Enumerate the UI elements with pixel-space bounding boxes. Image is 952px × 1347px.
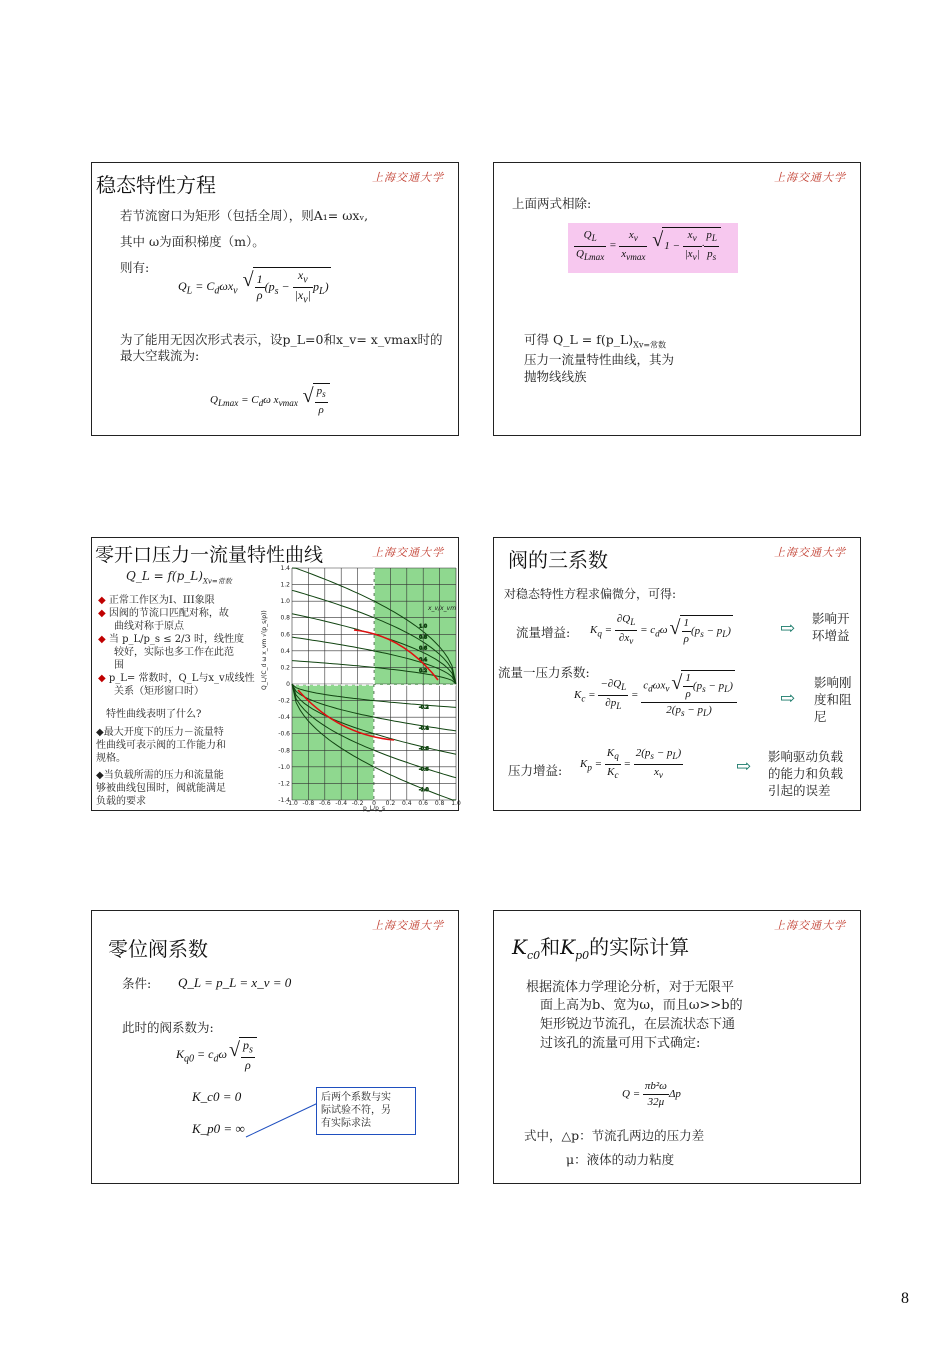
question-text: 特性曲线表明了什么? bbox=[106, 709, 202, 720]
university-logo: 上海交通大学 bbox=[774, 919, 846, 932]
bullet-item: 关系（矩形窗口时） bbox=[114, 686, 204, 697]
curve-label: 0.4 bbox=[419, 656, 428, 663]
bullet-item: 曲线对称于原点 bbox=[114, 621, 184, 632]
curve-label: 0.8 bbox=[419, 634, 428, 641]
legend-label: x_v/x_vm bbox=[428, 605, 457, 612]
kp0-equation: K_p0 = ∞ bbox=[192, 1121, 245, 1136]
y-tick-label: 0.4 bbox=[280, 647, 290, 655]
university-logo: 上海交通大学 bbox=[774, 171, 846, 184]
bullet-item: ◆ 因阀的节流口匹配对称，故 bbox=[98, 608, 229, 619]
y-tick-label: 0 bbox=[286, 681, 290, 688]
y-tick-label: -0.8 bbox=[278, 747, 290, 755]
slide-title: 稳态特性方程 bbox=[96, 173, 216, 197]
text-line: 过该孔的流量可用下式确定: bbox=[540, 1036, 701, 1051]
slide-three-coefficients bbox=[493, 537, 861, 811]
text-line: 最大空载流为: bbox=[120, 348, 200, 363]
y-tick-label: -1.2 bbox=[278, 780, 290, 788]
arrow-icon: ⇨ bbox=[736, 756, 752, 777]
conclusion-text: ◆最大开度下的压力－流量特 bbox=[96, 727, 224, 738]
slide-title: 阀的三系数 bbox=[508, 548, 608, 572]
function-equation: Q_L = $f(p\_L)_{Xv=常数}$ bbox=[126, 569, 232, 586]
curve-label: -0.8 bbox=[419, 766, 429, 773]
text-line: 若节流窗口为矩形（包括全周），则A₁= ωxᵥ, bbox=[120, 208, 369, 223]
y-tick-label: -0.6 bbox=[278, 730, 290, 738]
flow-gain-equation: $K_q$ = $\frac{\partial Q_L}{\partial x_v}$ = $c_d\omega$ √ $\frac{1}{\rho}$ $(p_s - p_L)$ bbox=[590, 612, 733, 649]
slide-zero-lap-pq-curve bbox=[91, 537, 459, 811]
x-tick-label: 1.0 bbox=[451, 800, 461, 807]
university-logo: 上海交通大学 bbox=[372, 546, 444, 559]
y-tick-label: -0.2 bbox=[278, 697, 290, 705]
conclusion-text: 负载的要求 bbox=[96, 796, 146, 807]
arrow-icon: ⇨ bbox=[780, 618, 796, 639]
university-logo: 上海交通大学 bbox=[372, 171, 444, 184]
y-tick-label: 1.0 bbox=[280, 598, 290, 606]
curve-label: 1.0 bbox=[419, 623, 428, 630]
pq-curve-chart bbox=[258, 560, 461, 812]
y-tick-label: -1.0 bbox=[278, 763, 290, 771]
flow-formula: Q = $\frac{\text{πb²ω}}{32\mu}$ Δp bbox=[622, 1080, 681, 1108]
kc0-equation: K_c0 = 0 bbox=[192, 1089, 242, 1104]
y-tick-label: -1.4 bbox=[278, 797, 290, 804]
y-tick-label: 1.2 bbox=[280, 581, 290, 589]
x-axis-label: p_L/p_s bbox=[363, 805, 386, 812]
x-tick-label: 0.2 bbox=[385, 800, 396, 807]
university-logo: 上海交通大学 bbox=[774, 546, 846, 559]
text-line: 上面两式相除: bbox=[512, 196, 592, 211]
effect-text: 度和阻 bbox=[814, 692, 852, 707]
y-tick-label: 0.2 bbox=[280, 664, 290, 672]
conclusion-text: ◆当负载所需的压力和流量能 bbox=[96, 770, 224, 781]
y-axis-label: Q_L/(C_d ω x_vm √(p_s/ρ)) bbox=[261, 610, 268, 690]
ratio-equation: $\frac{Q_L}{Q_{Lmax}}$ = $\frac{x_v}{x_{vmax}}$ √ 1 − $\frac{x_v}{|x_v|}$ · $\frac{p_L}{p_s}$ bbox=[574, 227, 721, 265]
bullet-item: ◆ p_L= 常数时，Q_L与x_v成线性 bbox=[98, 673, 255, 684]
condition-label: 条件: bbox=[122, 976, 152, 991]
curve-label: 0.2 bbox=[419, 667, 428, 674]
text-line: 面上高为b、宽为ω，而且ω>>b的 bbox=[540, 998, 743, 1013]
text-line: 为了能用无因次形式表示，设p_L=0和x_v= x_vmax时的 bbox=[120, 332, 443, 347]
x-tick-label: -0.6 bbox=[318, 800, 331, 807]
slide-ratio-equation bbox=[493, 162, 861, 436]
page-number: 8 bbox=[901, 1290, 909, 1307]
text-line: 则有: bbox=[120, 260, 150, 275]
note-text: 有实际求法 bbox=[321, 1118, 371, 1129]
note-box bbox=[316, 1087, 416, 1135]
x-tick-label: -1.0 bbox=[286, 800, 298, 807]
curve-label: -0.2 bbox=[419, 704, 429, 711]
slide-practical-calculation bbox=[493, 910, 861, 1184]
coefficient-label: 压力增益: bbox=[508, 763, 563, 778]
y-tick-label: 0.8 bbox=[280, 614, 290, 622]
bullet-item: 围 bbox=[114, 660, 124, 671]
x-tick-label: -0.8 bbox=[302, 800, 315, 807]
slide-title: 零开口压力一流量特性曲线 bbox=[95, 544, 324, 566]
effect-text: 引起的误差 bbox=[768, 783, 831, 798]
bullet-item: ◆ 当 p_L/p_s ≤ 2/3 时，线性度 bbox=[98, 634, 245, 645]
bullet-item: ◆ 正常工作区为I、III象限 bbox=[98, 595, 215, 606]
text-line: μ：液体的动力粘度 bbox=[566, 1152, 675, 1167]
x-tick-label: 0 bbox=[372, 800, 376, 807]
x-tick-label: 0.4 bbox=[402, 800, 412, 807]
university-logo: 上海交通大学 bbox=[372, 919, 444, 932]
text-line: 对稳态特性方程求偏微分，可得: bbox=[504, 587, 677, 601]
effect-text: 尼 bbox=[814, 709, 827, 724]
callout-line bbox=[242, 1101, 322, 1141]
x-tick-label: -0.2 bbox=[351, 800, 364, 807]
note-text: 际试验不符，另 bbox=[321, 1105, 391, 1116]
x-tick-label: 0.6 bbox=[418, 800, 428, 807]
condition-equation: Q_L = p_L = x_v = 0 bbox=[178, 975, 292, 990]
effect-text: 影响驱动负载 bbox=[768, 749, 844, 764]
text-line: 其中 ω为面积梯度（m）。 bbox=[120, 234, 265, 249]
coefficient-label: 流量增益: bbox=[516, 625, 571, 640]
coefficient-label: 流量一压力系数: bbox=[498, 665, 590, 680]
curve-label: -0.4 bbox=[419, 725, 429, 732]
flow-equation: $Q_L = C_d\omega x_v$ √ $\frac{1}{\rho}$ ($p_s$ − $\frac{x_v}{|x_v|}$ $p_L$) bbox=[178, 267, 331, 308]
text-line: 可得 Q_L = $f(p\_L)_{Xv=常数}$ bbox=[524, 332, 667, 350]
arrow-icon: ⇨ bbox=[780, 688, 796, 709]
note-text: 后两个系数与实 bbox=[321, 1092, 391, 1103]
conclusion-text: 够被曲线包围时，阀就能满足 bbox=[96, 783, 226, 794]
flow-pressure-equation: $K_c$ = $\frac{-\partial Q_L}{\partial p_L}$ = $c_d\omega x_v$ √ $\frac{1}{\rho}$ $(p_s - p_L)$ $2(p_s - p_L)$ bbox=[574, 670, 737, 721]
effect-text: 环增益 bbox=[812, 628, 850, 643]
text-line: 此时的阀系数为: bbox=[122, 1020, 214, 1035]
x-tick-label: -0.4 bbox=[335, 800, 348, 807]
text-line: 矩形锐边节流孔，在层流状态下通 bbox=[540, 1017, 736, 1032]
pressure-gain-equation: $K_p$ = $\frac{K_q}{K_c}$ = $\frac{2(p_s - p_L)}{x_v}$ bbox=[580, 747, 682, 781]
effect-text: 影响刚 bbox=[814, 675, 852, 690]
conclusion-text: 性曲线可表示阀的工作能力和 bbox=[96, 740, 226, 751]
kq0-equation: $K_{q0} = c_d\omega$ √ $\frac{p_s}{\rho}$ bbox=[176, 1037, 257, 1073]
effect-text: 影响开 bbox=[812, 611, 850, 626]
text-line: 抛物线线族 bbox=[524, 369, 587, 384]
slide-title: 零位阀系数 bbox=[108, 937, 208, 961]
y-tick-label: -0.4 bbox=[278, 714, 290, 722]
curve-label: -0.6 bbox=[419, 745, 429, 752]
conclusion-text: 规格。 bbox=[96, 753, 126, 764]
x-tick-label: 0.8 bbox=[434, 800, 445, 807]
slide-steady-state-equation bbox=[91, 162, 459, 436]
text-line: 式中，△p：节流孔两边的压力差 bbox=[524, 1128, 705, 1143]
bullet-item: 较好，实际也多工作在此范 bbox=[114, 647, 234, 658]
slide-null-valve-coefficients bbox=[91, 910, 459, 1184]
effect-text: 的能力和负载 bbox=[768, 766, 844, 781]
curve-label: 0.6 bbox=[419, 645, 428, 652]
text-line: 根据流体力学理论分析，对于无限平 bbox=[526, 980, 735, 995]
text-line: 压力一流量特性曲线，其为 bbox=[524, 352, 675, 367]
y-tick-label: 1.4 bbox=[280, 565, 290, 572]
max-flow-equation: $Q_{Lmax} = C_d\omega$ $x_{vmax}$ √ $\frac{p_s}{\rho}$ bbox=[210, 383, 330, 418]
slide-title: $K_{c0}$和$K_{p0}$的实际计算 bbox=[512, 935, 690, 962]
y-tick-label: 0.6 bbox=[280, 631, 290, 639]
curve-label: -1.0 bbox=[419, 787, 429, 794]
